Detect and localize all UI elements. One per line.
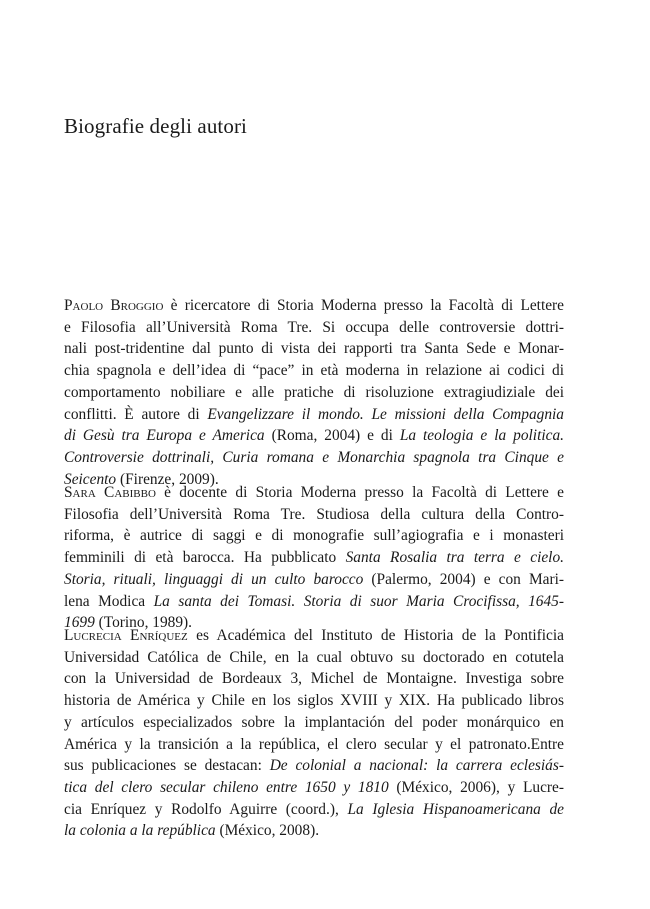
text-line — [64, 799, 564, 821]
text-segment: riforma, è autrice di saggi e di monografie sull’agiografia e i monasteri — [64, 527, 564, 545]
text-line — [64, 820, 564, 842]
italic-title-text: 1699 — [64, 614, 95, 632]
bio-paragraph-enriquez — [64, 625, 564, 842]
text-segment: conflitti. È autore di — [64, 405, 208, 423]
text-line — [64, 547, 564, 569]
italic-title-text: La santa dei Tomasi. Storia di suor Maria Crocifissa, 1645- — [153, 592, 564, 610]
text-segment: (Firenze, 2009). — [116, 470, 219, 488]
text-line — [64, 482, 564, 504]
italic-title-text: La teologia e la politica. — [399, 427, 565, 445]
text-line — [64, 591, 564, 613]
text-line — [64, 625, 564, 647]
text-line — [64, 360, 564, 382]
text-segment: e Filosofia all’Università Roma Tre. Si occupa delle controversie dottri- — [64, 318, 564, 336]
text-segment: sus publicaciones se destacan: — [64, 757, 270, 775]
text-line — [64, 338, 564, 360]
text-line — [64, 525, 564, 547]
italic-title-text: La Iglesia Hispanoamericana de — [347, 800, 564, 818]
text-segment: è ricercatore di Storia Moderna presso la Facoltà di Lettere — [163, 297, 565, 314]
text-segment: femminili di età barocca. Ha pubblicato — [64, 549, 346, 567]
text-segment: (Palermo, 2004) e con Mari- — [363, 570, 564, 588]
bio-paragraph-cabibbo — [64, 482, 564, 634]
text-line — [64, 317, 564, 339]
text-segment: lena Modica — [64, 592, 154, 610]
italic-title-text: la colonia a la república — [64, 822, 216, 840]
text-line — [64, 668, 564, 690]
italic-title-text: di Gesù tra Europa e America — [64, 427, 265, 445]
text-segment: cia Enríquez y Rodolfo Aguirre (coord.), — [64, 800, 348, 818]
text-segment: con la Universidad de Bordeaux 3, Michel de Montaigne. Investiga sobre — [64, 670, 564, 688]
text-line — [64, 690, 564, 712]
text-line — [64, 777, 564, 799]
text-line — [64, 425, 564, 447]
text-line — [64, 734, 564, 756]
text-line — [64, 569, 564, 591]
italic-title-text: Evangelizzare il mondo. Le missioni della Compagnia — [207, 405, 565, 423]
text-segment: historia de América y Chile en los siglos XVIII y XIX. Ha publicado libros — [64, 692, 564, 710]
text-line — [64, 504, 564, 526]
text-segment: (México, 2006), y Lucre- — [388, 778, 564, 796]
text-segment: (Torino, 1989). — [94, 614, 193, 632]
text-line — [64, 447, 564, 469]
italic-title-text: Controversie dottrinali, Curia romana e Monarchia spagnola tra Cinque e — [64, 448, 564, 466]
italic-title-text: Storia, rituali, linguaggi di un culto barocco — [64, 570, 364, 588]
text-segment: Filosofia dell’Università Roma Tre. Studiosa della cultura della Contro- — [64, 505, 564, 523]
italic-title-text: Seicento — [64, 470, 117, 488]
text-line — [64, 647, 564, 669]
author-name: Lucrecia Enríquez — [64, 627, 188, 644]
text-segment: (Roma, 2004) e di — [264, 427, 400, 445]
text-segment: Universidad Católica de Chile, en la cual obtuvo su doctorado en cotutela — [64, 648, 564, 666]
text-segment: América y la transición a la república, el clero secular y el patronato.Entre — [64, 735, 564, 753]
text-segment: comportamento nobiliare e alle pratiche di risoluzione extragiudiziale dei — [64, 383, 564, 401]
text-segment: es Académica del Instituto de Historia de la Pontificia — [187, 627, 564, 644]
text-segment: chia spagnola e dell’idea di “pace” in età moderna in relazione ai codici di — [64, 362, 564, 380]
bio-paragraph-broggio — [64, 295, 564, 490]
italic-title-text: tica del clero secular chileno entre 1650 y 1810 — [64, 778, 389, 796]
text-line — [64, 404, 564, 426]
author-name: Paolo Broggio — [64, 297, 164, 314]
text-segment: nali post-tridentine dal punto di vista dei rapporti tra Santa Sede e Monar- — [64, 340, 564, 358]
text-line — [64, 755, 564, 777]
italic-title-text: Santa Rosalia tra terra e cielo. — [345, 549, 564, 567]
text-segment: y artículos especializados sobre la implantación del poder monárquico en — [64, 713, 564, 731]
author-name: Sara Cabibbo — [64, 484, 156, 501]
text-line — [64, 712, 564, 734]
text-segment: è docente di Storia Moderna presso la Facoltà di Lettere e — [155, 484, 564, 501]
text-line — [64, 382, 564, 404]
text-line — [64, 295, 564, 317]
text-segment: (México, 2008). — [215, 822, 320, 840]
page-title: Biografie degli autori — [64, 114, 247, 138]
italic-title-text: De colonial a nacional: la carrera eclesiás- — [269, 757, 564, 775]
